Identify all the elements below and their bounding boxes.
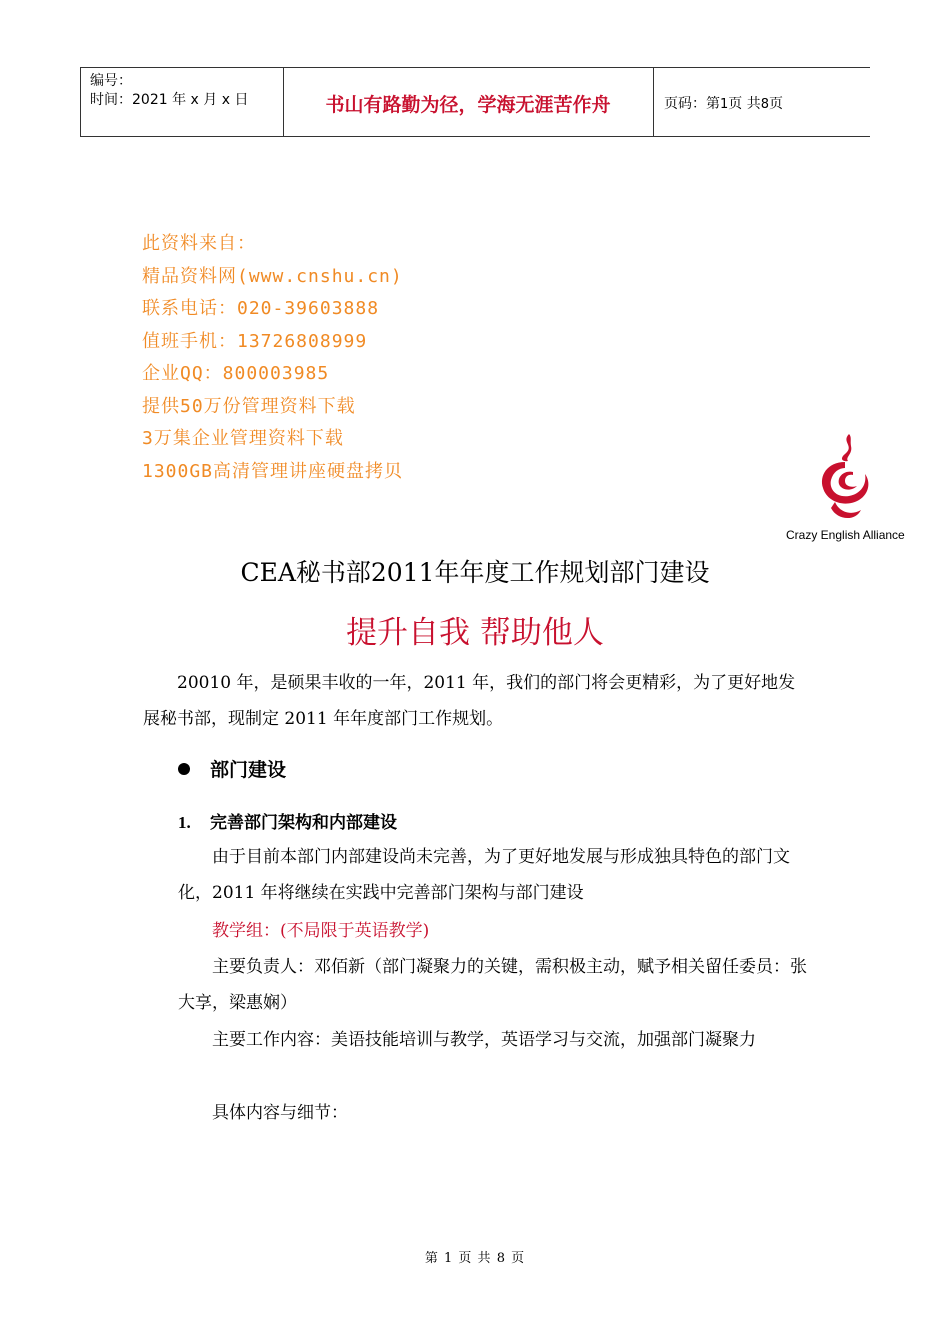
serial-label: 编号：	[90, 73, 132, 89]
document-header	[80, 67, 870, 137]
source-line: 提供50万份管理资料下载	[142, 395, 356, 417]
work-paragraph: 主要工作内容：美语技能培训与教学，英语学习与交流，加强部门凝聚力	[212, 1030, 756, 1050]
subsection-heading: 1. 完善部门架构和内部建设	[178, 813, 397, 833]
time-label: 时间：2021 年 x 月 x 日	[90, 92, 249, 108]
source-line: 值班手机：13726808999	[142, 330, 368, 352]
source-line: 此资料来自：	[142, 233, 256, 254]
header-meta	[90, 72, 248, 110]
group-label: 教学组：(不局限于英语教学)	[212, 921, 430, 941]
bullet-icon	[178, 763, 190, 775]
section-heading: 部门建设	[178, 755, 286, 782]
source-line: 联系电话：020-39603888	[142, 298, 380, 319]
section-body: 由于目前本部门内部建设尚未完善，为了更好地发展与形成独具特色的部门文化，2011 年将继续在实践中完善部门架构与部门建设	[178, 847, 790, 903]
header-page-number: 页码：第1页 共8页	[664, 96, 784, 112]
source-line: 1300GB高清管理讲座硬盘拷贝	[142, 460, 404, 482]
page-title: CEA秘书部2011年年度工作规划部门建设	[240, 558, 710, 587]
intro-paragraph: 20010 年，是硕果丰收的一年，2011 年，我们的部门将会更精彩，为了更好地发展秘书部，现制定 2011 年年度部门工作规划。	[143, 673, 796, 729]
source-line: 企业QQ：800003985	[142, 363, 330, 384]
header-divider	[80, 68, 81, 136]
crazy-english-logo-icon	[815, 432, 875, 524]
page-subtitle: 提升自我 帮助他人	[346, 615, 604, 651]
source-line: 3万集企业管理资料下载	[142, 428, 344, 449]
header-motto: 书山有路勤为径，学海无涯苦作舟	[325, 94, 611, 116]
page-footer: 第 1 页 共 8 页	[424, 1251, 526, 1266]
logo-caption: Crazy English Alliance	[786, 528, 905, 542]
subsection-number: 1.	[178, 813, 191, 832]
source-line: 精品资料网(www.cnshu.cn)	[142, 265, 403, 287]
details-label: 具体内容与细节：	[212, 1103, 348, 1123]
header-divider	[653, 68, 654, 136]
source-info-block	[142, 228, 403, 488]
leader-paragraph: 主要负责人：邓佰新（部门凝聚力的关键，需积极主动，赋予相关留任委员：张大享，梁惠娴）	[178, 957, 807, 1013]
